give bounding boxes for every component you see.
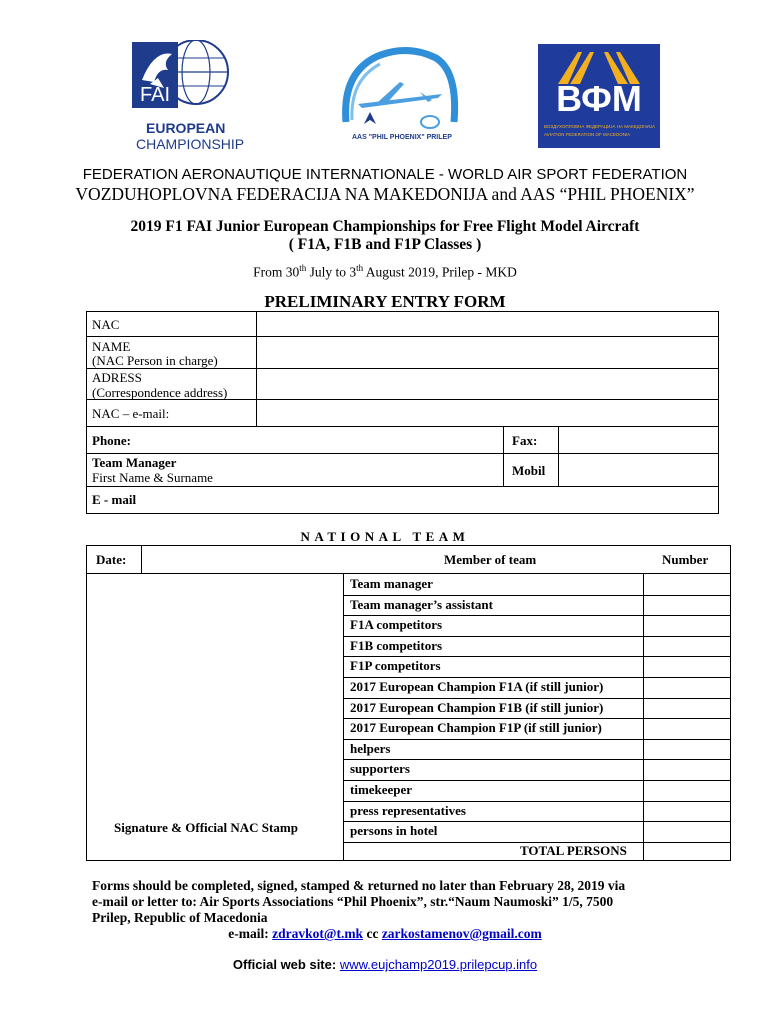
- team-manager-sub-label: First Name & Surname: [92, 470, 213, 485]
- website-link[interactable]: www.eujchamp2019.prilepcup.info: [339, 957, 538, 972]
- nac-email-field[interactable]: [257, 400, 718, 426]
- row-divider: [343, 759, 731, 760]
- nac-label: NAC: [92, 317, 120, 332]
- total-persons-label: TOTAL PERSONS: [520, 843, 627, 858]
- form-title: PRELIMINARY ENTRY FORM: [264, 292, 506, 311]
- member-header: Member of team: [444, 552, 537, 567]
- footer-line2: e-mail or letter to: Air Sports Associations “Phil Phoenix”, str.“Naum Naumoski” 1/5, 7500: [92, 894, 614, 909]
- event-classes: ( F1A, F1B and F1P Classes ): [288, 236, 482, 253]
- signature-label: Signature & Official NAC Stamp: [114, 820, 298, 835]
- phil-phoenix-logo: [338, 42, 460, 154]
- fax-label: Fax:: [512, 433, 538, 448]
- team-member-row: Team manager’s assistant: [350, 596, 493, 612]
- phil-phoenix-caption: AAS "PHIL PHOENIX" PRILEP: [352, 134, 452, 141]
- name-label: NAME: [92, 339, 131, 354]
- vfm-logo-text: ВФМ: [556, 78, 642, 119]
- row-divider: [343, 677, 731, 678]
- email-link-zdravkot[interactable]: zdravkot@t.mk: [272, 926, 364, 941]
- team-member-row: timekeeper: [350, 782, 413, 797]
- vfm-caption2: AVIATION FEDERATION OF MACEDONIA: [544, 132, 631, 137]
- footer-line3: Prilep, Republic of Macedonia: [92, 910, 268, 925]
- row-divider: [343, 718, 731, 719]
- address-field[interactable]: [257, 369, 718, 399]
- address-label: ADRESS: [92, 370, 142, 385]
- nac-name-field[interactable]: [257, 312, 718, 336]
- event-dates: From 30th July to 3th August 2019, Prilep - MKD: [253, 263, 517, 280]
- e-mail-label: E - mail: [92, 492, 137, 507]
- fai-european-championship-logo: [128, 40, 248, 152]
- vfm-federation-logo: [538, 44, 660, 148]
- fai-logo-line1: EUROPEAN: [146, 120, 226, 136]
- team-member-row: helpers: [350, 740, 391, 756]
- federation-title: FEDERATION AERONAUTIQUE INTERNATIONALE - WORLD AIR SPORT FEDERATION: [82, 166, 688, 183]
- team-member-row: supporters: [350, 761, 410, 777]
- team-member-row: 2017 European Champion F1A (if still junior): [350, 679, 604, 694]
- national-team-title: NATIONAL TEAM: [300, 529, 470, 544]
- row-divider: [343, 615, 731, 616]
- phone-label: Phone:: [92, 433, 131, 448]
- address-sub-label: (Correspondence address): [92, 385, 228, 400]
- event-title: 2019 F1 FAI Junior European Championships for Free Flight Model Aircraft: [130, 218, 640, 235]
- mobil-label: Mobil: [512, 463, 546, 478]
- team-member-row: press representatives: [350, 802, 466, 818]
- fai-logo-line2: CHAMPIONSHIP: [136, 136, 245, 152]
- row-divider: [343, 821, 731, 822]
- row-divider: [343, 739, 731, 740]
- vfm-caption1: ВОЗДУХОПЛОВНА ФЕДЕРАЦИЈА НА МАКЕДОНИЈА: [544, 124, 655, 129]
- fai-logo-text: FAI: [139, 84, 170, 106]
- date-label: Date:: [96, 552, 127, 567]
- number-header: Number: [662, 552, 709, 567]
- team-member-row: 2017 European Champion F1B (if still junior): [350, 699, 604, 715]
- footer-emails: e-mail: zdravkot@t.mk cc zarkostamenov@gmail.com: [228, 926, 542, 941]
- team-member-row: 2017 European Champion F1P (if still junior): [350, 720, 602, 736]
- name-sub-label: (NAC Person in charge): [92, 353, 218, 368]
- official-website: Official web site: www.eujchamp2019.prilepcup.info: [232, 957, 538, 972]
- row-divider: [343, 656, 731, 657]
- footer-line1: Forms should be completed, signed, stamped & returned no later than February 28, 2019 via: [92, 878, 626, 893]
- team-member-row: Team manager: [350, 576, 433, 591]
- organizers-title: VOZDUHOPLOVNA FEDERACIJA NA MAKEDONIJA and AAS “PHIL PHOENIX”: [75, 184, 695, 204]
- team-member-row: persons in hotel: [350, 823, 438, 839]
- email-link-zarkostamenov[interactable]: zarkostamenov@gmail.com: [381, 926, 542, 941]
- nac-email-label: NAC – e-mail:: [92, 406, 170, 421]
- team-manager-label: Team Manager: [92, 455, 177, 470]
- team-member-row: F1B competitors: [350, 637, 443, 653]
- person-in-charge-field[interactable]: [257, 337, 718, 368]
- row-divider: [343, 780, 731, 781]
- team-member-row: F1A competitors: [350, 617, 443, 633]
- team-member-row: F1P competitors: [350, 658, 441, 674]
